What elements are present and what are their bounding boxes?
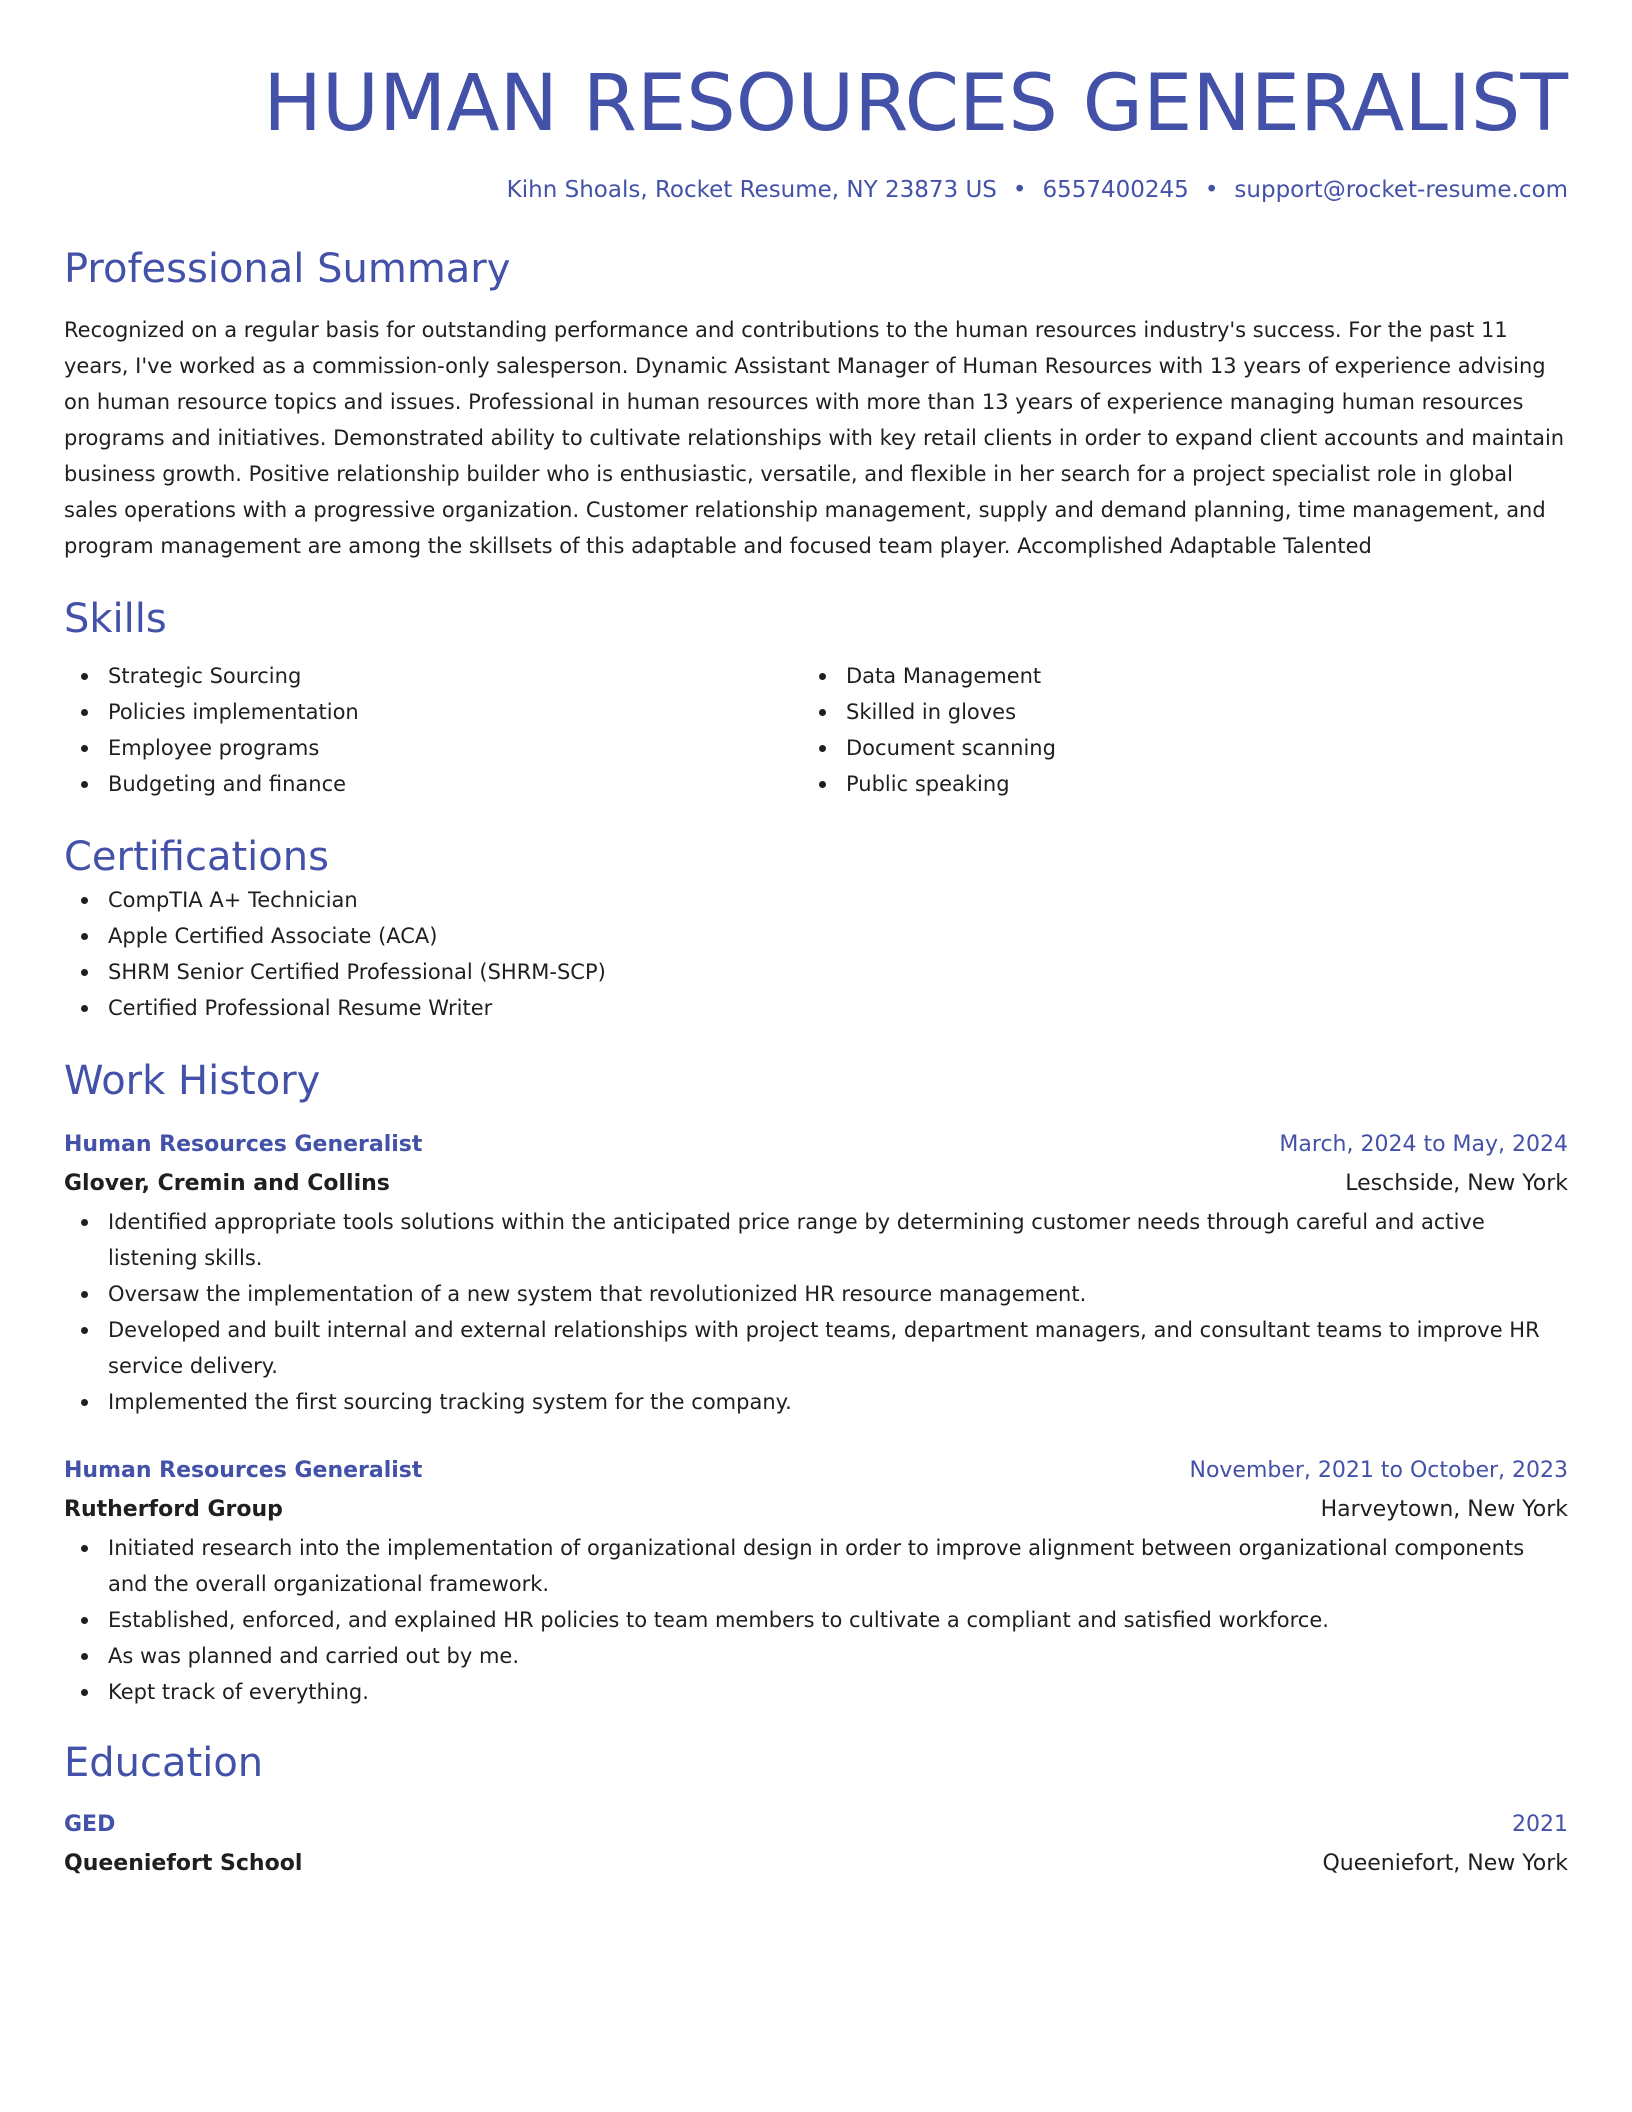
job-duties-list (64, 1204, 1568, 1420)
job-entry (64, 1452, 1568, 1710)
skills-list-left (64, 658, 802, 802)
contact-phone: 6557400245 (1042, 177, 1189, 203)
education-location: Queeniefort, New York (1322, 1851, 1568, 1876)
job-title-row (64, 1126, 1568, 1164)
job-duty: Identified appropriate tools solutions within the anticipated price range by determining customer needs through careful and active listening skills. (64, 1204, 1568, 1276)
skill-item: Document scanning (802, 730, 1540, 766)
certification-item: Apple Certified Associate (ACA) (64, 918, 1568, 954)
education-section (64, 1738, 1568, 1884)
job-duty: Kept track of everything. (64, 1674, 1568, 1710)
contact-address: Kihn Shoals, Rocket Resume, NY 23873 US (506, 177, 997, 203)
job-role: Human Resources Generalist (64, 1458, 423, 1483)
job-location: Leschside, New York (1345, 1171, 1568, 1196)
job-duty: Initiated research into the implementation of organizational design in order to improve alignment between organizational components and the overall organizational framework. (64, 1530, 1568, 1602)
education-degree: GED (64, 1812, 116, 1837)
skills-list-right (802, 658, 1540, 802)
work-history-section (64, 1056, 1568, 1710)
resume-header (64, 56, 1568, 206)
skill-item: Strategic Sourcing (64, 658, 802, 694)
job-location: Harveytown, New York (1320, 1497, 1568, 1522)
summary-heading: Professional Summary (64, 246, 511, 292)
skill-item: Public speaking (802, 766, 1540, 802)
certifications-section (64, 832, 1568, 1026)
education-school-row (64, 1844, 1568, 1884)
skill-item: Budgeting and finance (64, 766, 802, 802)
certifications-list (64, 882, 1568, 1026)
contact-email: support@rocket-resume.com (1234, 177, 1568, 203)
education-heading: Education (64, 1740, 264, 1786)
job-entry (64, 1126, 1568, 1420)
skill-item: Employee programs (64, 730, 802, 766)
education-degree-row (64, 1806, 1568, 1844)
skills-heading: Skills (64, 596, 167, 642)
contact-separator: • (1204, 177, 1219, 203)
education-school: Queeniefort School (64, 1851, 303, 1876)
contact-line (64, 174, 1568, 206)
job-duty: Developed and built internal and external relationships with project teams, department managers, and consultant teams to improve HR service delivery. (64, 1312, 1568, 1384)
education-year: 2021 (1512, 1812, 1568, 1837)
summary-text: Recognized on a regular basis for outstanding performance and contributions to the human resources industry's success. For the past 11 years, I've worked as a commission-only salesperson. Dynamic Assistant Manager of Human Resources with 13 years of experience advising on human resource topics and issues. Professional in human resources with more than 13 years of experience managing human resources programs and initiatives. Demonstrated ability to cultivate relationships with key retail clients in order to expand client accounts and maintain business growth. Positive relationship builder who is enthusiastic, versatile, and flexible in her search for a project specialist role in global sales operations with a progressive organization. Customer relationship management, supply and demand planning, time management, and program management are among the skillsets of this adaptable and focused team player. Accomplished Adaptable Talented (64, 318, 1565, 558)
job-duty: Oversaw the implementation of a new system that revolutionized HR resource management. (64, 1276, 1568, 1312)
job-duties-list (64, 1530, 1568, 1710)
job-company-row (64, 1164, 1568, 1204)
certification-item: SHRM Senior Certified Professional (SHRM-SCP) (64, 954, 1568, 990)
job-dates: November, 2021 to October, 2023 (1189, 1458, 1568, 1483)
job-title-row (64, 1452, 1568, 1490)
skill-item: Data Management (802, 658, 1540, 694)
job-duty: Implemented the first sourcing tracking system for the company. (64, 1384, 1568, 1420)
job-dates: March, 2024 to May, 2024 (1279, 1132, 1568, 1157)
skill-item: Policies implementation (64, 694, 802, 730)
job-company-row (64, 1490, 1568, 1530)
work-history-heading: Work History (64, 1058, 321, 1104)
skills-grid (64, 658, 1568, 802)
certification-item: Certified Professional Resume Writer (64, 990, 1568, 1026)
education-entry (64, 1806, 1568, 1884)
contact-separator: • (1012, 177, 1027, 203)
job-duty: As was planned and carried out by me. (64, 1638, 1568, 1674)
skills-section (64, 594, 1568, 802)
job-company: Glover, Cremin and Collins (64, 1171, 390, 1196)
job-company: Rutherford Group (64, 1497, 283, 1522)
resume-title: HUMAN RESOURCES GENERALIST (263, 59, 1568, 149)
job-duty: Established, enforced, and explained HR policies to team members to cultivate a compliant and satisfied workforce. (64, 1602, 1568, 1638)
certifications-heading: Certifications (64, 834, 329, 880)
professional-summary-section (64, 244, 1568, 564)
skill-item: Skilled in gloves (802, 694, 1540, 730)
certification-item: CompTIA A+ Technician (64, 882, 1568, 918)
job-role: Human Resources Generalist (64, 1132, 423, 1157)
